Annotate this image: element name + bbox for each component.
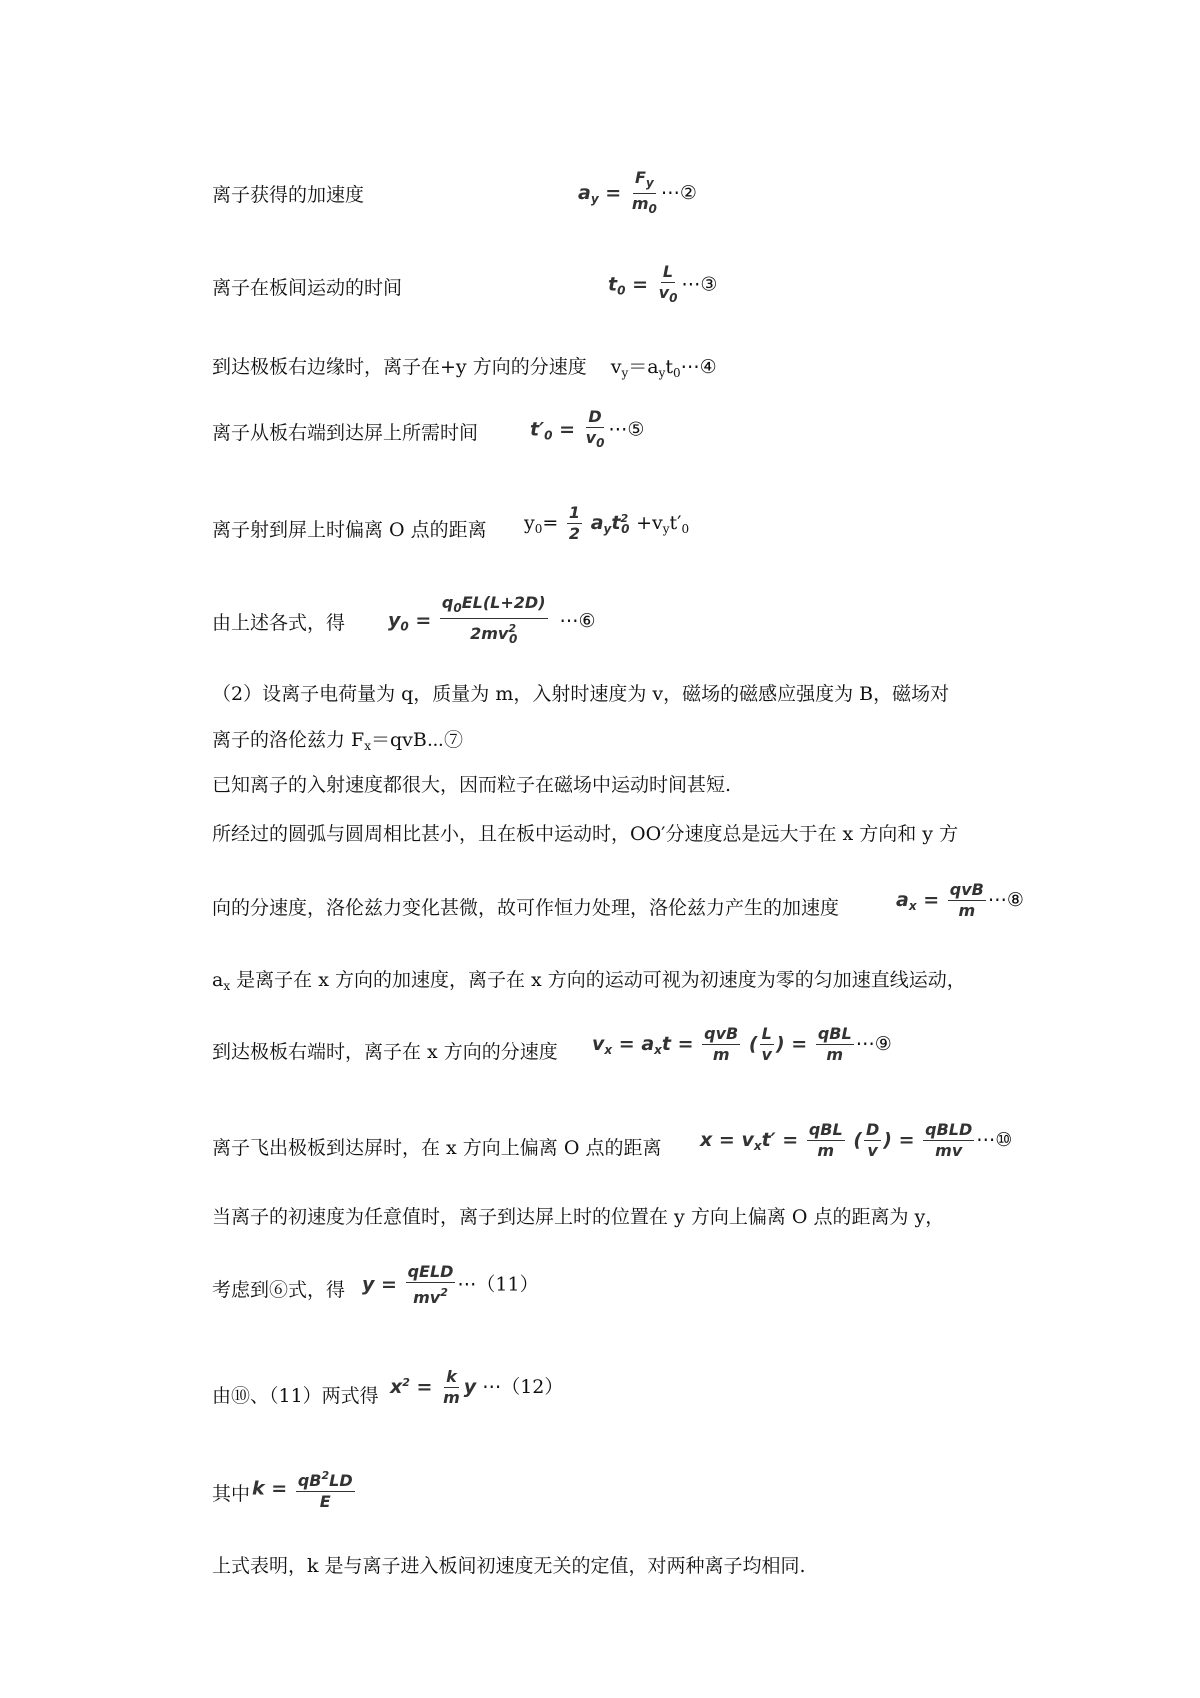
fraction: $\frac{\text{qELD}}{mv^2}$ <box>407 1262 454 1307</box>
equation-tag: ⋯⑩ <box>976 1129 1013 1151</box>
equation-ax: $a_x$ = $\frac{\text{qvB}}{m}$ ⋯⑧ <box>896 880 1024 920</box>
text-line-short-time: 已知离子的入射速度都很大，因而粒子在磁场中运动时间甚短. <box>212 774 732 796</box>
text-line-where: 其中 <box>212 1483 251 1505</box>
fraction: $\frac{L}{v}$ <box>761 1024 772 1064</box>
equation-tag: ⋯② <box>660 182 697 204</box>
text-line-acceleration: 离子获得的加速度 <box>212 184 365 206</box>
text-line-conclusion: 上式表明，k 是与离子进入板间初速度无关的定值，对两种离子均相同. <box>212 1555 806 1577</box>
text-line-constant-force: 向的分速度，洛伦兹力变化甚微，故可作恒力处理，洛伦兹力产生的加速度 <box>212 897 840 919</box>
fraction: $\frac{qB^2LD}{E}$ <box>296 1466 355 1512</box>
fraction: $\frac{\text{qvB}}{m}$ <box>704 1024 739 1064</box>
eq-subscript: y <box>590 192 599 206</box>
text-line-x-deviation: 离子飞出极板到达屏时，在 x 方向上偏离 O 点的距离 <box>212 1137 662 1159</box>
text-line-arbitrary-speed: 当离子的初速度为任意值时，离子到达屏上时的位置在 y 方向上偏离 O 点的距离为 y， <box>212 1206 945 1228</box>
fraction: $\frac{q_0EL(L+2D)}{2mv^2_0}$ <box>441 593 546 646</box>
equation-vy: $v_y=a_yt_0\cdots ④$ <box>610 356 717 380</box>
fraction: $\frac{D}{v}$ <box>866 1120 880 1160</box>
text-line-time-between-plates: 离子在板间运动的时间 <box>212 277 403 299</box>
equation-y0-sum: $y_0=$ $\frac{1}{2}$ $a_yt^2_0 +v_yt'_0$ <box>524 503 690 543</box>
fraction: $\frac{\text{qBL}}{m}$ <box>817 1024 852 1064</box>
equation-tag: ⋯⑨ <box>855 1033 892 1055</box>
text-line-vy <box>212 355 717 385</box>
equation-y0-result: $y_0$ = $\frac{q_0EL(L+2D)}{2mv^2_0}$ ⋯⑥ <box>388 593 596 649</box>
fraction: $\frac{\text{qBL}}{m}$ <box>808 1120 843 1160</box>
text-line-from-above: 由上述各式，得 <box>212 612 346 634</box>
text-line-ax-description: $a_x$ 是离子在 x 方向的加速度，离子在 x 方向的运动可视为初速度为零的匀加速直线运动， <box>212 969 966 993</box>
eq-symbol: a <box>578 182 591 204</box>
equation-time-t0: $t_0$ = $\frac{L}{v_0}$ ⋯③ <box>608 262 717 308</box>
equation-k: k = $\frac{qB^2LD}{E}$ <box>252 1466 357 1512</box>
text-line-vx: 到达极板右端时，离子在 x 方向的分速度 <box>212 1041 558 1063</box>
text-line-from-10-11: 由⑩、（11）两式得 <box>212 1385 379 1407</box>
equation-tag: ⋯⑧ <box>987 889 1024 911</box>
fraction: $\frac{k}{m}$ <box>443 1367 460 1407</box>
equation-tag: ⋯（12） <box>476 1376 564 1398</box>
text-line-time-to-screen: 离子从板右端到达屏上所需时间 <box>212 422 479 444</box>
equation-y-general: y = $\frac{\text{qELD}}{mv^2}$ ⋯（11） <box>362 1262 539 1307</box>
equation-tag: ⋯⑤ <box>608 418 645 441</box>
equation-tag: ⋯（11） <box>457 1273 539 1296</box>
fraction: $\frac{1}{2}$ <box>568 503 581 543</box>
fraction: $\frac{F_y}{m_0}$ <box>631 168 657 216</box>
text-line-considering-6: 考虑到⑥式，得 <box>212 1279 346 1301</box>
fraction: $\frac{\text{qBLD}}{mv}$ <box>925 1120 973 1160</box>
equation-x: $x = v_xt'$ = $\frac{\text{qBL}}{m}$ ( $\frac{D}{v}$ ) = $\frac{\text{qBLD}}{mv}$ ⋯⑩ <box>700 1120 1013 1160</box>
equation-tag: ⋯⑥ <box>559 609 596 632</box>
text-line-deviation: 离子射到屏上时偏离 O 点的距离 <box>212 519 487 541</box>
text-line-part2-setup: （2）设离子电荷量为 q，质量为 m，入射时速度为 v，磁场的磁感应强度为 B，磁场对 <box>212 683 950 705</box>
text-line-arc: 所经过的圆弧与圆周相比甚小，且在板中运动时，OO′分速度总是远大于在 x 方向和 y 方 <box>212 823 959 845</box>
text-segment: 到达极板右边缘时，离子在+y 方向的分速度 <box>212 356 587 378</box>
equation-t-prime: $t'_0$ = $\frac{D}{v_0}$ ⋯⑤ <box>530 407 644 453</box>
fraction: $\frac{\text{qvB}}{m}$ <box>949 880 984 920</box>
fraction: $\frac{L}{v_0}$ <box>658 262 678 305</box>
equation-tag: ⋯③ <box>681 273 718 296</box>
equation-vx: $v_x = a_xt$ = $\frac{\text{qvB}}{m}$ ( $\frac{L}{v}$ ) = $\frac{\text{qBL}}{m}$ ⋯⑨ <box>592 1024 892 1064</box>
equation-x-squared: $x^2$ = $\frac{k}{m}$ y ⋯（12） <box>390 1367 564 1407</box>
equation-acceleration-y: $a_y$ = $\frac{F_y}{m_0}$ ⋯② <box>578 168 697 219</box>
text-line-lorentz-force: 离子的洛伦兹力 $F_x=qvB\cdots ⑦$ <box>212 729 463 753</box>
fraction: $\frac{D}{v_0}$ <box>585 407 605 450</box>
